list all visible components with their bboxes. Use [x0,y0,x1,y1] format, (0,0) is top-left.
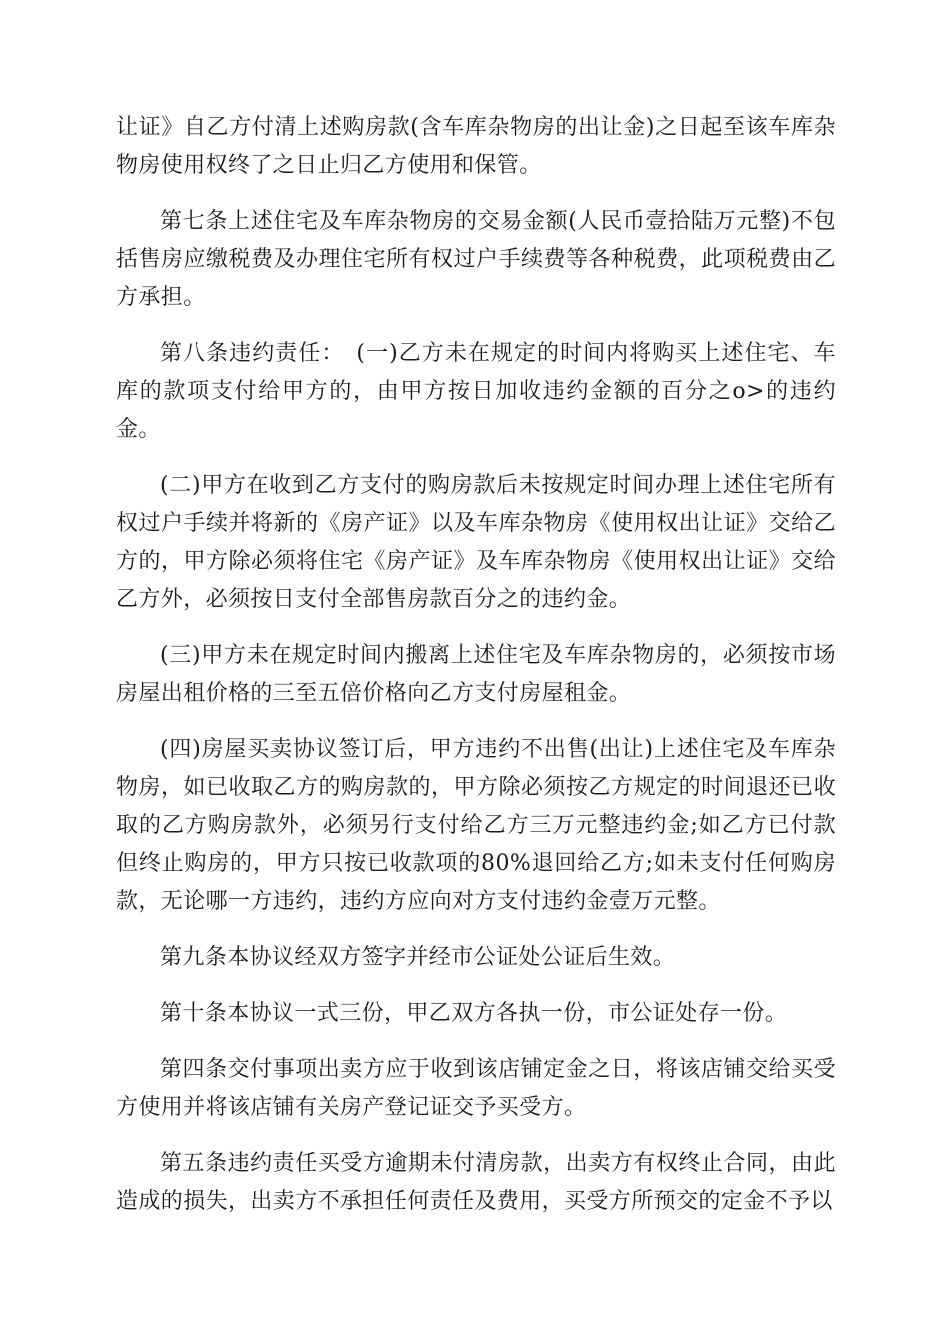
paragraph-article-9: 第九条本协议经双方签字并经市公证处公证后生效。 [160,945,676,970]
paragraph-article-8: 第八条违约责任： (一)乙方未在规定的时间内将购买上述住宅、车库的款项支付给甲方的，由甲方按日加收违约金额的百分之o>的违约金。 [116,341,836,442]
paragraph-article-5: 第五条违约责任买受方逾期未付清房款，出卖方有权终止合同，由此造成的损失，出卖方不承担任何责任及费用，买受方所预交的定金不予以 [116,1151,836,1214]
paragraph-article-10: 第十条本协议一式三份，甲乙双方各执一份，市公证处存一份。 [160,1001,788,1026]
paragraph-article-8-item-3: (三)甲方未在规定时间内搬离上述住宅及车库杂物房的，必须按市场房屋出租价格的三至五倍价格向乙方支付房屋租金。 [116,643,836,706]
paragraph-continuation: 让证》自乙方付清上述购房款(含车库杂物房的出让金)之日起至该车库杂物房使用权终了之日止归乙方使用和保管。 [116,115,836,178]
paragraph-article-4: 第四条交付事项出卖方应于收到该店铺定金之日，将该店铺交给买受方使用并将该店铺有关房产登记证交予买受方。 [116,1057,836,1120]
paragraph-article-7: 第七条上述住宅及车库杂物房的交易金额(人民币壹拾陆万元整)不包括售房应缴税费及办理住宅所有权过户手续费等各种税费，此项税费由乙方承担。 [116,209,836,310]
paragraph-article-8-item-4: (四)房屋买卖协议签订后，甲方违约不出售(出让)上述住宅及车库杂物房，如已收取乙方的购房款的，甲方除必须按乙方规定的时间退还已收取的乙方购房款外，必须另行支付给乙方三万元整违约金;如乙方已付款但终止购房的，甲方只按已收款项的80%退回给乙方;如未支付任何购房款，无论哪一方违约，违约方应向对方支付违约金壹万元整。 [116,737,836,914]
paragraph-article-8-item-2: (二)甲方在收到乙方支付的购房款后未按规定时间办理上述住宅所有权过户手续并将新的《房产证》以及车库杂物房《使用权出让证》交给乙方的，甲方除必须将住宅《房产证》及车库杂物房《使用权出让证》交给乙方外，必须按日支付全部售房款百分之的违约金。 [116,473,836,612]
document-body [116,109,836,1239]
